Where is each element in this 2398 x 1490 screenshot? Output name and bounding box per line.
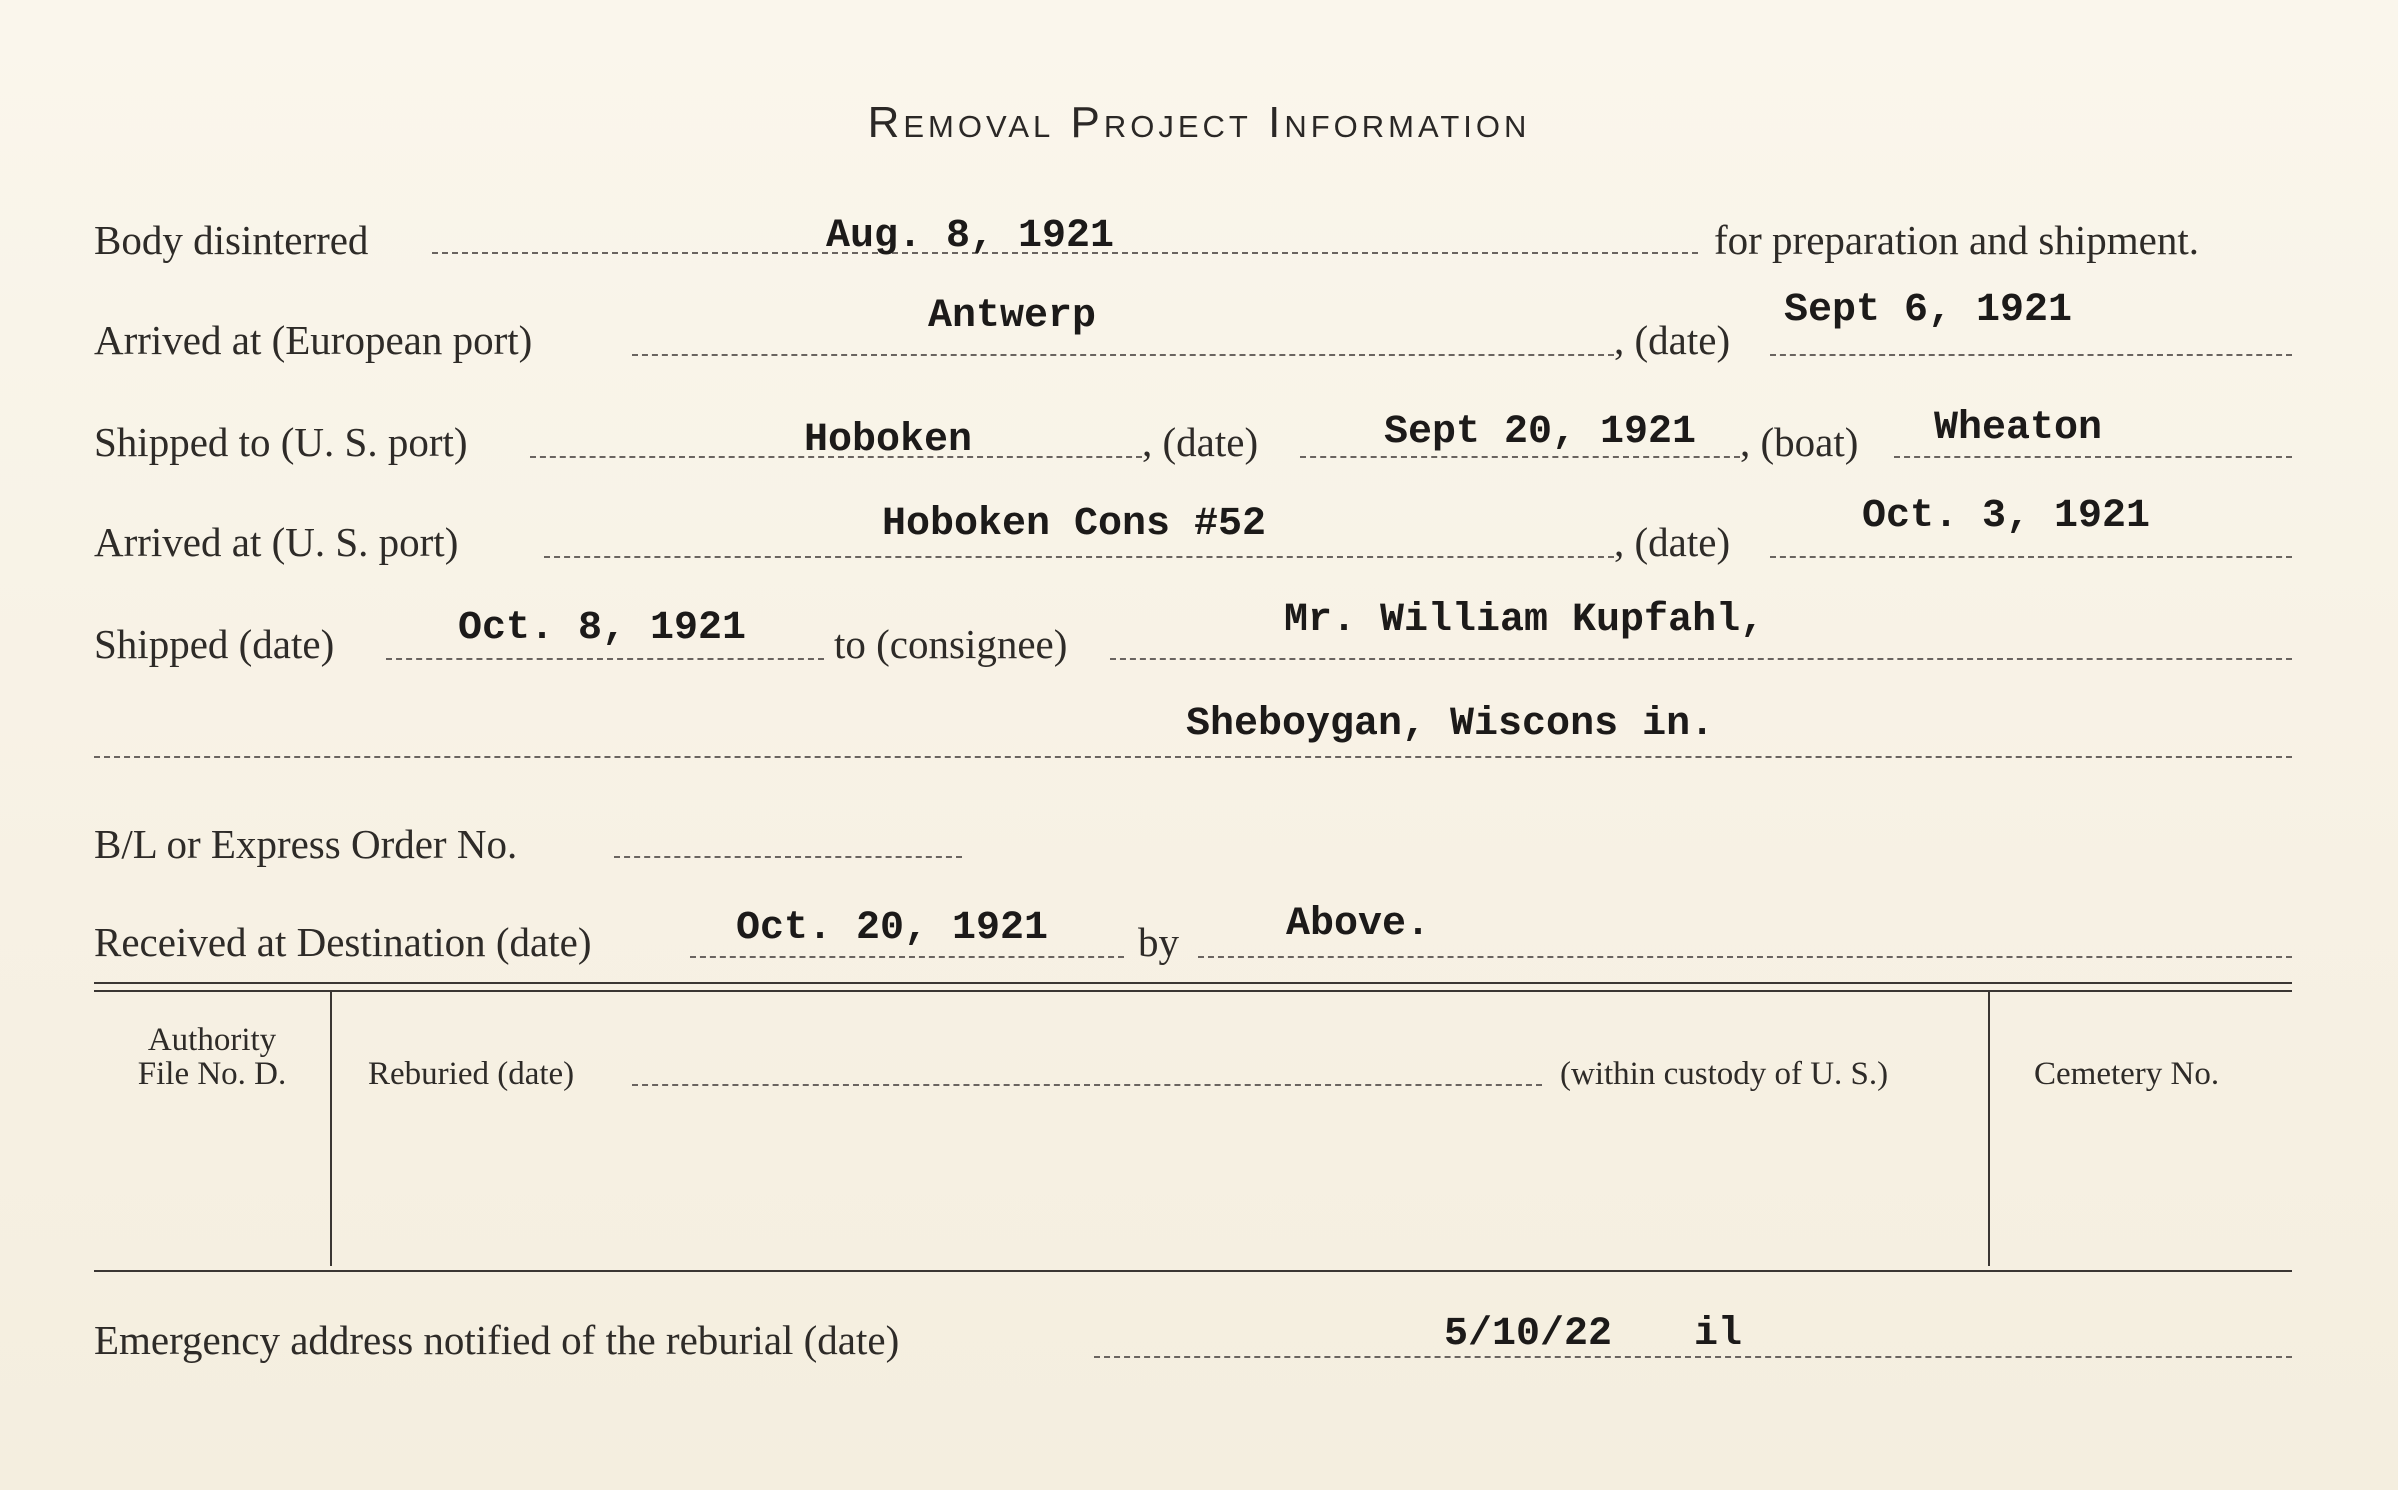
box-top-rule-2 — [94, 990, 2292, 992]
box-divider-left — [330, 992, 332, 1266]
reburied-label: Reburied (date) — [368, 1056, 575, 1092]
arrived-european-port: Antwerp — [928, 294, 1097, 339]
consignee-address: Sheboygan, Wiscons in. — [1186, 702, 1715, 747]
shipped-us-boat: Wheaton — [1934, 406, 2103, 451]
arrived-us-date: Oct. 3, 1921 — [1862, 494, 2151, 539]
consignee-label: to (consignee) — [834, 621, 1068, 667]
received-by-label: by — [1138, 919, 1179, 965]
shipped-us-date-label: , (date) — [1142, 419, 1259, 465]
shipped-us-port: Hoboken — [804, 418, 973, 463]
received-by-value: Above. — [1286, 902, 1431, 947]
authority-label-line1: Authority — [147, 1022, 277, 1058]
arrived-european-label: Arrived at (European port) — [94, 317, 533, 363]
received-label: Received at Destination (date) — [94, 919, 592, 965]
box-divider-right — [1988, 992, 1990, 1266]
shipped-us-boat-label: , (boat) — [1740, 419, 1859, 465]
arrived-us-line — [544, 556, 1614, 558]
custody-label: (within custody of U. S.) — [1560, 1056, 1889, 1092]
emergency-date: 5/10/22 — [1444, 1312, 1613, 1357]
received-date-line — [690, 956, 1124, 958]
body-disinterred-label: Body disinterred — [94, 217, 369, 263]
reburied-line — [632, 1084, 1542, 1086]
shipped-us-date: Sept 20, 1921 — [1384, 410, 1697, 455]
arrived-european-date: Sept 6, 1921 — [1784, 288, 2073, 333]
arrived-european-line — [632, 354, 1614, 356]
shipped-date-label: Shipped (date) — [94, 621, 335, 667]
cemetery-label: Cemetery No. — [2034, 1056, 2220, 1092]
received-date-value: Oct. 20, 1921 — [736, 906, 1049, 951]
arrived-european-date-label: , (date) — [1614, 317, 1731, 363]
shipped-us-label: Shipped to (U. S. port) — [94, 419, 468, 465]
consignee-address-line — [94, 756, 2292, 758]
consignee-line — [1110, 658, 2292, 660]
box-bottom-rule — [94, 1270, 2292, 1272]
received-by-line — [1198, 956, 2292, 958]
bl-order-label: B/L or Express Order No. — [94, 821, 518, 867]
body-disinterred-value: Aug. 8, 1921 — [826, 214, 1115, 259]
arrived-us-port: Hoboken Cons #52 — [882, 502, 1267, 547]
emergency-line — [1094, 1356, 2292, 1358]
consignee-name: Mr. William Kupfahl, — [1284, 598, 1765, 643]
shipped-date-value: Oct. 8, 1921 — [458, 606, 747, 651]
box-top-rule — [94, 982, 2292, 984]
card-title: Removal Project Information — [867, 98, 1531, 147]
arrived-us-date-label: , (date) — [1614, 519, 1731, 565]
bl-order-line — [614, 856, 962, 858]
arrived-us-date-line — [1770, 556, 2292, 558]
body-disinterred-suffix: for preparation and shipment. — [1714, 217, 2200, 263]
emergency-label: Emergency address notified of the reburial (date) — [94, 1317, 900, 1363]
authority-label-line2: File No. D. — [137, 1056, 287, 1092]
shipped-us-boat-line — [1894, 456, 2292, 458]
arrived-us-label: Arrived at (U. S. port) — [94, 519, 459, 565]
arrived-european-date-line — [1770, 354, 2292, 356]
shipped-date-line — [386, 658, 824, 660]
shipped-us-date-line — [1300, 456, 1740, 458]
emergency-initials: il — [1694, 1312, 1743, 1357]
